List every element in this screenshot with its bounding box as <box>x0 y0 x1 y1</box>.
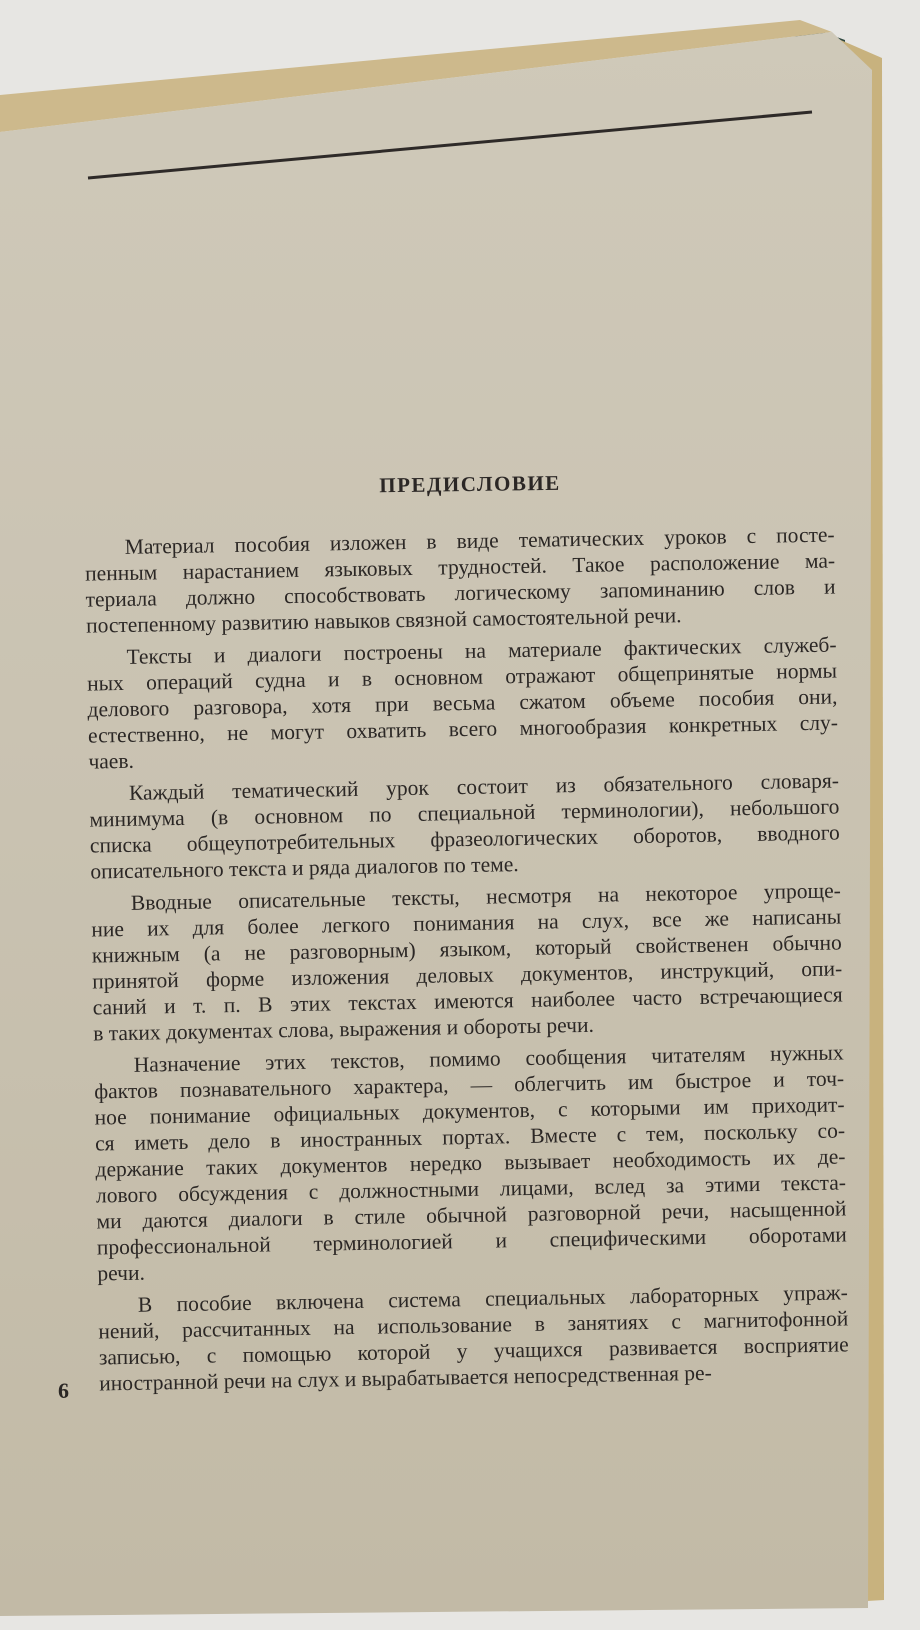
text-line: ми даются диалоги в стиле обычной разговорной речи, насыщенной <box>96 1196 847 1234</box>
text-line: ных операций судна и в основном отражают общепринятые нормы <box>86 658 838 696</box>
text-line: Каждый тематический урок состоит из обязательного словаря- <box>128 768 840 805</box>
text-line: речи. <box>97 1260 146 1286</box>
text-line: иностранной речи на слух и вырабатывается непосредственная ре- <box>99 1360 712 1396</box>
text-line: териала должно способствовать логическому запоминанию слов и <box>85 574 836 612</box>
text-line: принятой форме изложения деловых документов, инструкций, опи- <box>92 956 843 994</box>
paragraph <box>91 877 844 1046</box>
text-line: минимума (в основном по специальной терминологии), небольшого <box>89 794 840 832</box>
paragraph <box>89 767 841 884</box>
text-line: держание таких документов нередко вызывает необходимость их де- <box>95 1144 846 1182</box>
page-number: 6 <box>58 1378 69 1403</box>
paragraph <box>94 1039 848 1286</box>
paragraph <box>98 1279 850 1396</box>
text-line: В пособие включена система специальных лабораторных упраж- <box>137 1280 849 1317</box>
text-line: нений, рассчитанных на использование в занятиях с магнитофонной <box>98 1306 849 1344</box>
text-line: естественно, не могут охватить всего многообразия конкретных слу- <box>87 710 839 748</box>
text-line: книжным (а не разговорным) языком, который свойственен обычно <box>91 930 842 968</box>
text-line: в таких документах слова, выражения и обороты речи. <box>92 1012 595 1046</box>
text-line: ся иметь дело в иностранных портах. Вместе с тем, поскольку со- <box>94 1118 846 1156</box>
text-line: профессиональной терминологией и специфическими оборотами <box>96 1222 848 1260</box>
text-line: лового обсуждения с должностными лицами, вслед за этими текста- <box>95 1170 847 1208</box>
text-line: ние их для более легкого понимания на слух, все же написаны <box>91 904 842 942</box>
text-line: Назначение этих текстов, помимо сообщения читателям нужных <box>133 1040 844 1077</box>
text-line: Тексты и диалоги построены на материале фактических служеб- <box>126 632 837 669</box>
page-title: ПРЕДИСЛОВИЕ <box>379 470 561 498</box>
paragraph <box>86 632 838 775</box>
text-line: Материал пособия изложен в виде тематических уроков с посте- <box>124 522 835 559</box>
text-line: пенным нарастанием языковых трудностей. Такое расположение ма- <box>84 548 836 586</box>
text-line: делового разговора, хотя при весьма сжатом объеме пособия они, <box>87 684 838 722</box>
text-line: саний и т. п. В этих текстах имеются наиболее часто встречающиеся <box>92 982 843 1020</box>
text-line: описательного текста и ряда диалогов по теме. <box>90 852 519 884</box>
paragraph <box>84 522 836 639</box>
text-line: чаев. <box>88 748 135 774</box>
text-line: ное понимание официальных документов, с которыми им приходит- <box>94 1092 845 1130</box>
text-line: фактов познавательного характера, — облегчить им быстрое и точ- <box>93 1066 845 1104</box>
text-line: списка общеупотребительных фразеологических оборотов, вводного <box>89 820 841 858</box>
text-line: Вводные описательные тексты, несмотря на некоторое упроще- <box>130 878 842 915</box>
text-line: записью, с помощью которой у учащихся развивается восприятие <box>98 1332 849 1370</box>
preface-text <box>84 522 849 1403</box>
text-line: постепенному развитию навыков связной самостоятельной речи. <box>85 603 682 638</box>
